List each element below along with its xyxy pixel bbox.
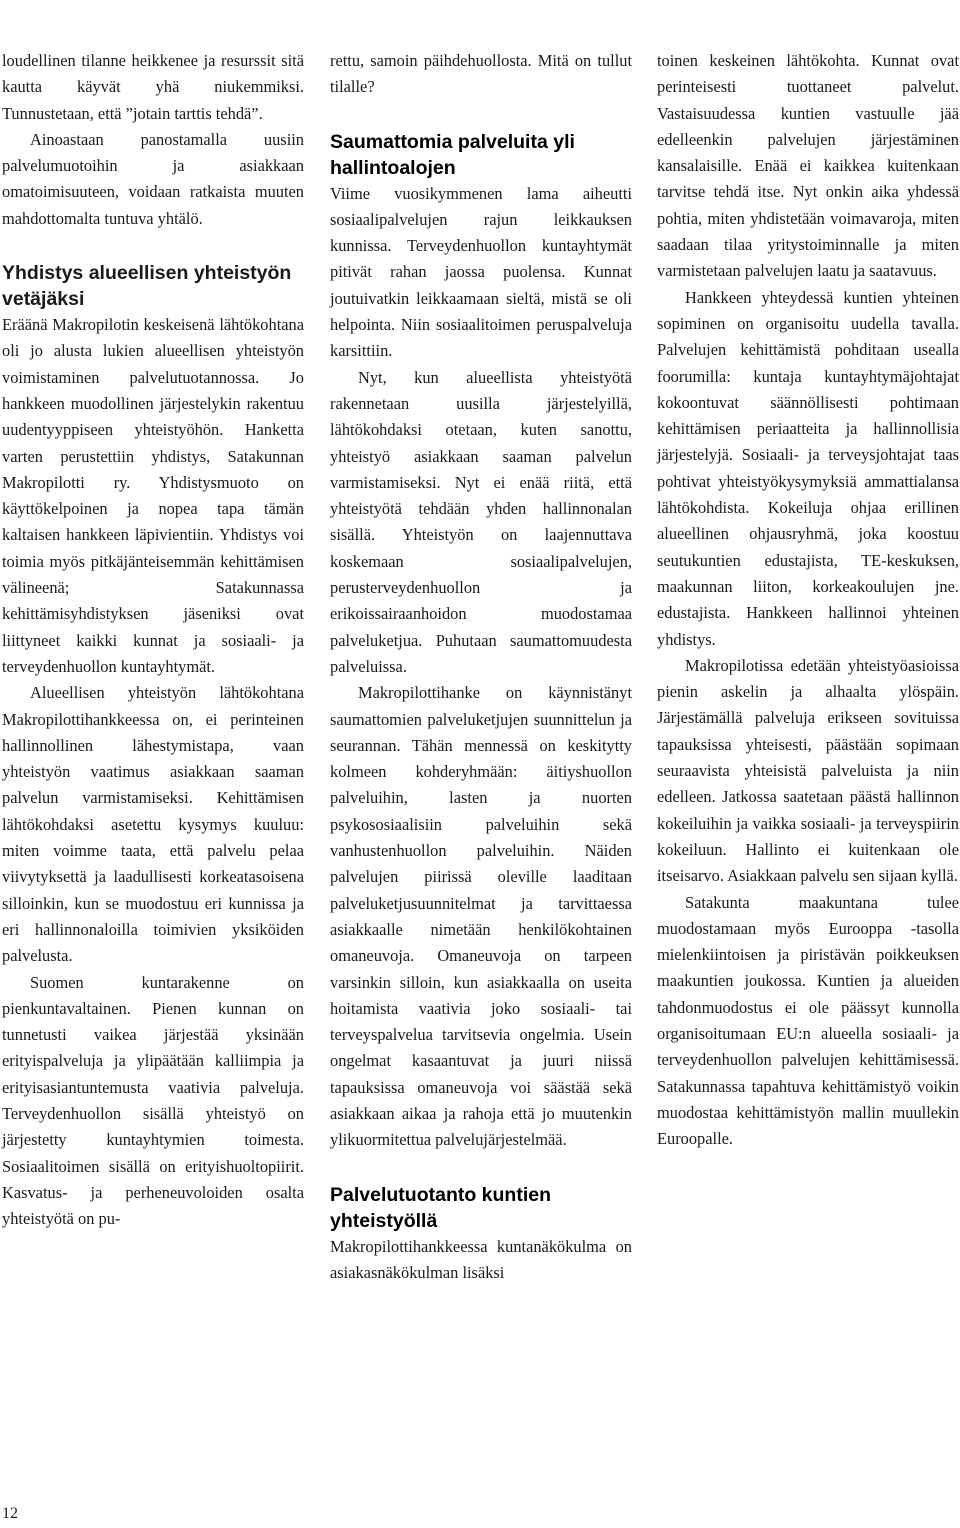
- body-paragraph: loudellinen tilanne heikkenee ja resurssit sitä kautta käyvät yhä niukemmiksi. Tunnustetaan, että ”jotain tarttis tehdä”.: [2, 51, 304, 123]
- body-paragraph: Makropilottihanke on käynnistänyt saumattomien palveluketjujen suunnittelun ja seurannan. Tähän mennessä on keskitytty kolmeen kohderyhmään: äitiyshuollon palveluihin, lasten ja nuorten psykososiaalisiin palveluihin sekä vanhustenhuollon palveluihin. Näiden palvelujen piirissä oleville laaditaan palveluketjusuunnitelmat ja tarvittaessa asiakkaalle nimetään henkilökohtainen omaneuvoja. Omaneuvoja on tarpeen varsinkin silloin, kun asiakkaalla on useita hoitamista vaativia joko sosiaali- tai terveyspalvelua tarvitsevia ongelmia. Usein ongelmat kasaantuvat ja juuri niissä tapauksissa omaneuvoja voi säästää sekä asiakkaan aikaa ja rahoja että jo muutenkin ylikuormitettua palvelujärjestelmää.: [330, 683, 632, 1150]
- section-heading: Palvelutuotanto kuntien yhteistyöllä: [330, 1183, 552, 1232]
- column-1-flow: [2, 48, 304, 1232]
- body-paragraph: Makropilottihankkeessa kuntanäkökulma on asiakasnäkökulman lisäksi: [330, 1236, 632, 1282]
- column-3-flow: [657, 48, 959, 1152]
- section-heading: Saumattomia palveluita yli hallintoalojen: [330, 130, 575, 179]
- column-3: [657, 48, 959, 1152]
- body-paragraph: Satakunta maakuntana tulee muodostamaan myös Eurooppa -tasolla mielenkiintoisen ja piristävän poikkeuksen maakuntien joukossa. Kuntien ja alueiden tahdonmuodostus ei ole päässyt kunnolla organisoitumaan EU:n alueella sosiaali- ja terveydenhuollon palvelujen kehittämisessä. Satakunnassa tapahtuva kehittämistyö voikin muodostaa kehittämistyön mallin muullekin Euroopalle.: [657, 892, 959, 1149]
- body-paragraph: Suomen kuntarakenne on pienkuntavaltainen. Pienen kunnan on tunnetusti vaikea järjestää yksinään erityispalveluja ja ylipäätään kalliimpia ja erityisasiantuntemusta vaativia palveluja. Terveydenhuollon sisällä yhteistyö on järjestetty kuntayhtymien toimesta. Sosiaalitoimen sisällä on erityishuoltopiirit. Kasvatus- ja perheneuvoloiden osalta yhteistyötä on pu-: [2, 972, 304, 1229]
- section-heading: Yhdistys alueellisen yhteistyön vetäjäksi: [2, 262, 292, 311]
- body-paragraph: Nyt, kun alueellista yhteistyötä rakennetaan uusilla järjestelyillä, lähtökohdaksi otetaan, kuten sanottu, yhteistyö asiakkaan saaman palvelun varmistamiseksi. Nyt ei enää riitä, että yhteistyötä tehdään yhden hallinnonalan sisällä. Yhteistyön on laajennuttava koskemaan sosiaalipalvelujen, perusterveydenhuollon ja erikoissairaanhoidon muodostamaa palveluketjua. Puhutaan saumattomuudesta palveluissa.: [330, 367, 632, 676]
- page-number: 12: [2, 1505, 18, 1522]
- body-paragraph: Makropilotissa edetään yhteistyöasioissa pienin askelin ja alhaalta ylöspäin. Järjestämällä palveluja erikseen sovituissa tapauksissa yhteisesti, päästään sopimaan seuraavista yhteisistä palveluista ja niin edelleen. Jatkossa saatetaan päästä hallinnon kokeiluihin ja vaikka sosiaali- ja terveyspiirin kokeiluun. Hallinto ei kuitenkaan ole itseisarvo. Asiakkaan palvelu sen sijaan kyllä.: [657, 655, 959, 886]
- body-paragraph: rettu, samoin päihdehuollosta. Mitä on tullut tilalle?: [330, 51, 632, 97]
- body-paragraph: Hankkeen yhteydessä kuntien yhteinen sopiminen on organisoitu uudella tavalla. Palvelujen kehittämistä pohditaan usealla foorumilla: kuntaja kuntayhtymäjohtajat kokoontuvat säännöllisesti pohtimaan kehittämisen periaatteita ja hallinnollisia järjestelyjä. Sosiaali- ja terveysjohtajat taas pohtivat yhteistyökysymyksiä ammattialansa lähtökohdista. Kokeiluja ohjaa erillinen alueellinen ohjausryhmä, joka koostuu seutukuntien edustajista, TE-keskuksen, maakunnan liiton, korkeakoulujen jne. edustajista. Hankkeen hallinnoi yhteinen yhdistys.: [657, 287, 959, 649]
- body-paragraph: Viime vuosikymmenen lama aiheutti sosiaalipalvelujen rajun leikkauksen kunnissa. Terveydenhuollon kuntayhtymät pitivät rahan jaossa puolensa. Kunnat joutuivatkin leikkaamaan sieltä, mistä se oli helpointa. Niin sosiaalitoimen peruspalveluja karsittiin.: [330, 183, 632, 361]
- column-1: [2, 48, 304, 1232]
- body-paragraph: toinen keskeinen lähtökohta. Kunnat ovat perinteisesti tuottaneet palvelut. Vastaisuudessa kuntien vastuulle jää edelleenkin palvelujen järjestäminen kansalaisille. Enää ei kaikkea kuitenkaan tarvitse tehdä itse. Nyt onkin aika yhdessä pohtia, miten yhdistetään voimavaroja, miten saadaan tilaa yritystoiminnalle ja miten varmistetaan palvelujen laatu ja saatavuus.: [657, 51, 959, 281]
- body-paragraph: Eräänä Makropilotin keskeisenä lähtökohtana oli jo alusta lukien alueellisen yhteistyön voimistaminen palvelutuotannossa. Jo hankkeen muodollinen järjestelykin rakentuu uudentyyppiseen yhteistyöhön. Hanketta varten perustettiin yhdistys, Satakunnan Makropilotti ry. Yhdistysmuoto on käyttökelpoinen ja nopea tapa tämän kaltaisen hankkeen läpivientiin. Yhdistys voi toimia myös pitkäjänteisemmän kehittämisen välineenä; Satakunnassa kehittämisyhdistyksen jäseniksi ovat liittyneet kaikki kunnat ja sosiaali- ja terveydenhuollon kuntayhtymät.: [2, 315, 304, 676]
- column-2-flow: [330, 48, 632, 1286]
- body-paragraph: Ainoastaan panostamalla uusiin palvelumuotoihin ja asiakkaan omatoimisuuteen, voidaan ratkaista muuten mahdottomalta tuntuva yhtälö.: [2, 129, 304, 228]
- column-2: [330, 48, 632, 1286]
- body-paragraph: Alueellisen yhteistyön lähtökohtana Makropilottihankkeessa on, ei perinteinen hallinnollinen lähestymistapa, vaan yhteistyön vaatimus asiakkaan saaman palvelun varmistamiseksi. Kehittämisen lähtökohdaksi asetettu kysymys kuuluu: miten voimme taata, että palvelu pelaa viivytyksettä ja laadullisesti korkeatasoisena silloinkin, kun se muodostuu eri kunnissa ja eri hallinnonaloilla toimivien yksiköiden palvelusta.: [2, 683, 304, 966]
